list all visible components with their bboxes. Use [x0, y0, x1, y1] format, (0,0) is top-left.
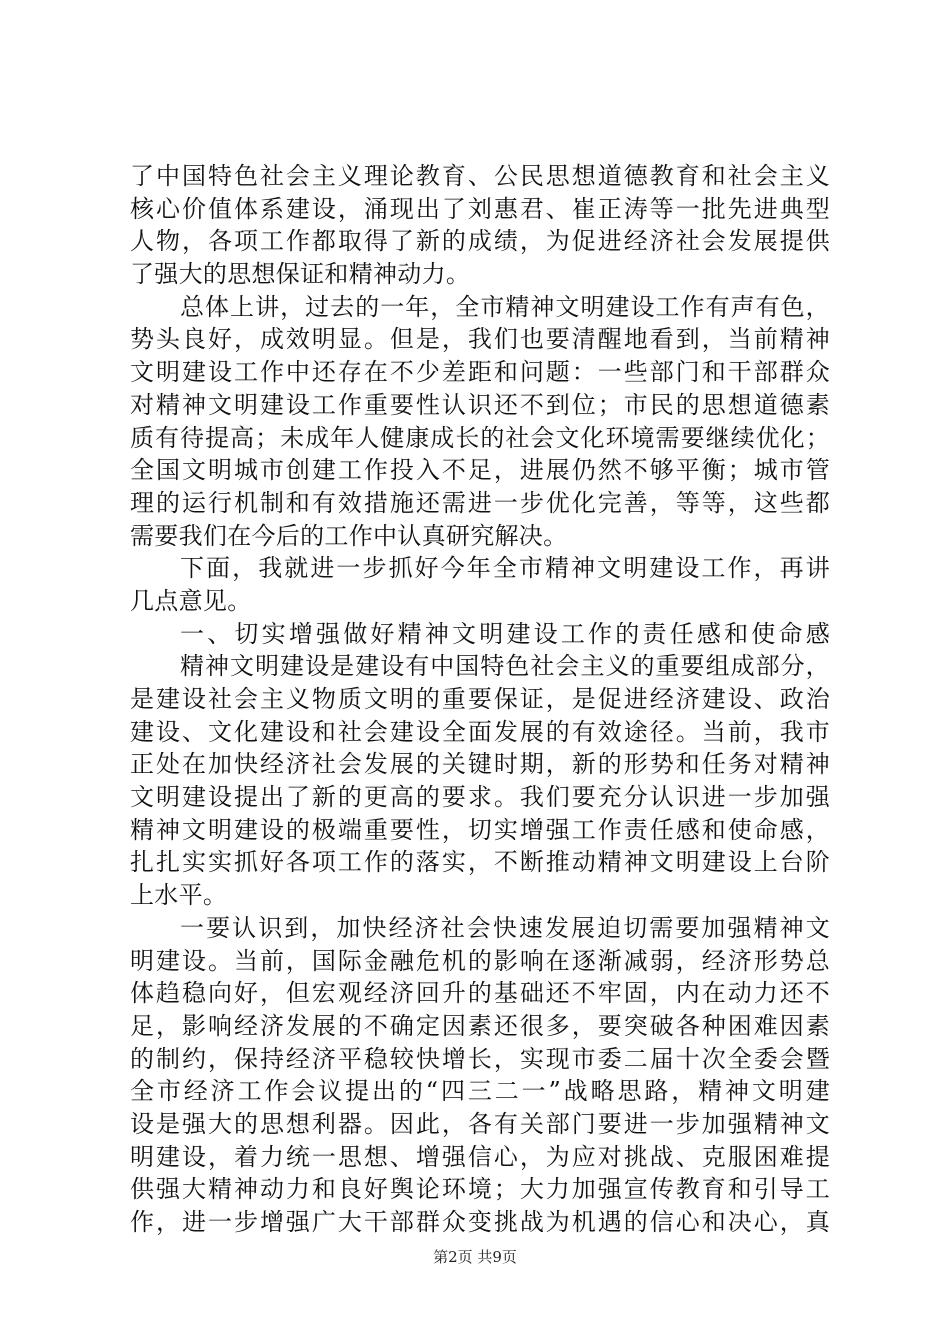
text-line: 需要我们在今后的工作中认真研究解决。	[130, 521, 568, 550]
text-line: 总体上讲，过去的一年，全市精神文明建设工作有声有色，	[180, 292, 830, 321]
text-line: 核心价值体系建设，涌现出了刘惠君、崔正涛等一批先进典型	[130, 194, 830, 223]
text-line: 下面，我就进一步抓好今年全市精神文明建设工作，再讲	[180, 554, 830, 583]
text-line: 明建设，着力统一思想、增强信心，为应对挑战、克服困难提	[130, 1142, 830, 1171]
text-line: 足，影响经济发展的不确定因素还很多，要突破各种困难因素	[130, 1011, 830, 1040]
text-line: 明建设。当前，国际金融危机的影响在逐渐减弱，经济形势总	[130, 946, 830, 975]
text-line: 扎扎实实抓好各项工作的落实，不断推动精神文明建设上台阶	[130, 848, 830, 877]
document-body	[130, 160, 830, 1239]
section-heading: 一、切实增强做好精神文明建设工作的责任感和使命感	[180, 619, 830, 648]
text-line: 对精神文明建设工作重要性认识还不到位；市民的思想道德素	[130, 390, 830, 419]
text-line: 是建设社会主义物质文明的重要保证，是促进经济建设、政治	[130, 685, 830, 713]
text-line: 建设、文化建设和社会建设全面发展的有效途径。当前，我市	[130, 717, 830, 746]
text-line: 精神文明建设的极端重要性，切实增强工作责任感和使命感，	[130, 815, 830, 844]
text-line: 的制约，保持经济平稳较快增长，实现市委二届十次全委会暨	[130, 1044, 830, 1073]
text-line: 理的运行机制和有效措施还需进一步优化完善，等等，这些都	[130, 488, 830, 517]
text-line: 势头良好，成效明显。但是，我们也要清醒地看到，当前精神	[130, 325, 830, 354]
text-line: 了中国特色社会主义理论教育、公民思想道德教育和社会主义	[130, 162, 830, 190]
text-line: 人物，各项工作都取得了新的成绩，为促进经济社会发展提供	[130, 227, 830, 256]
text-line: 精神文明建设是建设有中国特色社会主义的重要组成部分，	[180, 652, 830, 681]
text-line: 上水平。	[130, 881, 228, 910]
text-line: 正处在加快经济社会发展的关键时期，新的形势和任务对精神	[130, 750, 830, 779]
text-line: 设是强大的思想利器。因此，各有关部门要进一步加强精神文	[130, 1109, 830, 1138]
text-line: 供强大精神动力和良好舆论环境；大力加强宣传教育和引导工	[130, 1175, 830, 1204]
text-line: 体趋稳向好，但宏观经济回升的基础还不牢固，内在动力还不	[130, 979, 830, 1008]
text-line: 全国文明城市创建工作投入不足，进展仍然不够平衡；城市管	[130, 456, 830, 485]
text-line: 文明建设工作中还存在不少差距和问题：一些部门和干部群众	[130, 358, 830, 387]
text-line: 质有待提高；未成年人健康成长的社会文化环境需要继续优化；	[130, 423, 830, 452]
text-line: 一要认识到，加快经济社会快速发展迫切需要加强精神文	[180, 913, 830, 942]
text-line: 几点意见。	[130, 586, 252, 615]
text-line: 了强大的思想保证和精神动力。	[130, 260, 471, 289]
text-line: 作，进一步增强广大干部群众变挑战为机遇的信心和决心，真	[130, 1208, 830, 1236]
text-line: 全市经济工作会议提出的“四三二一”战略思路，精神文明建	[130, 1077, 830, 1106]
page-number-footer: 第2页 共9页	[433, 1248, 517, 1266]
text-line: 文明建设提出了新的更高的要求。我们要充分认识进一步加强	[130, 783, 830, 812]
